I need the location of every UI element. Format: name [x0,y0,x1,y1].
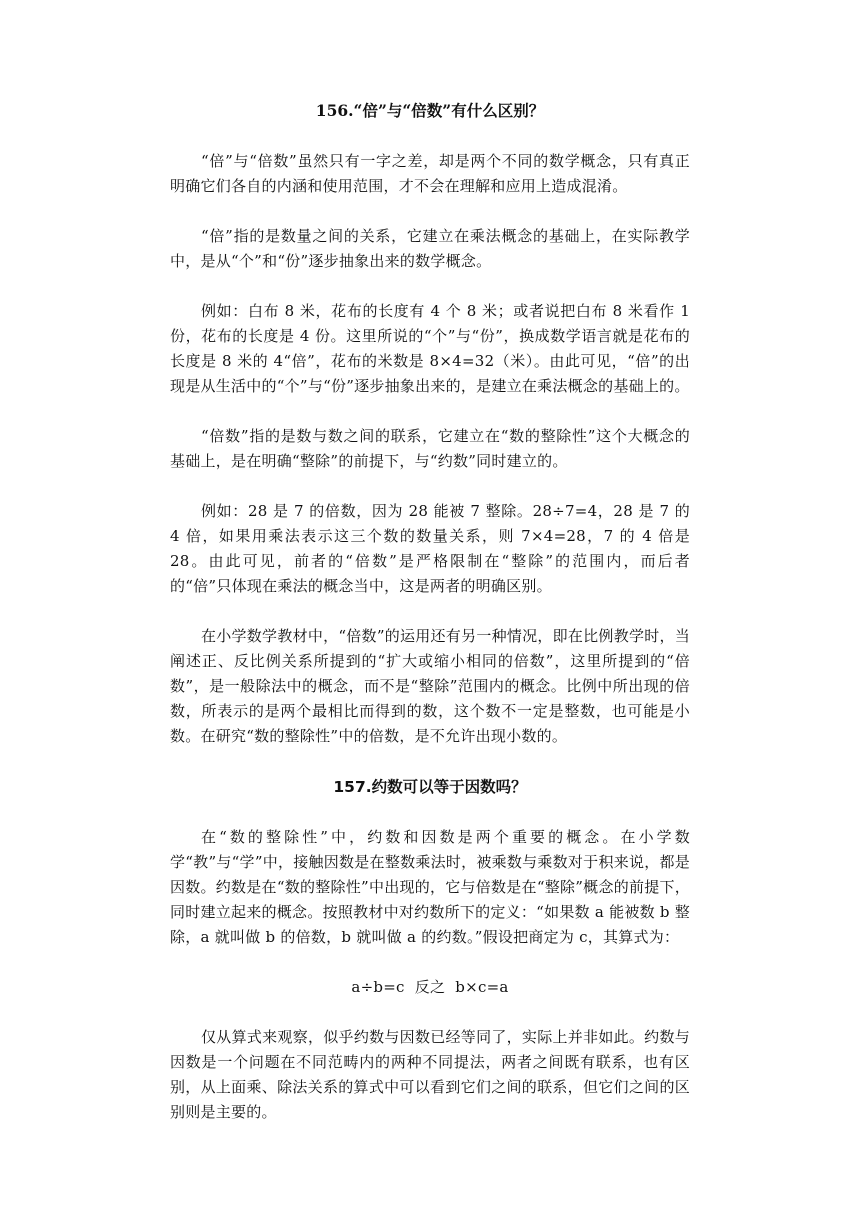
paragraph: 例如：28 是 7 的倍数，因为 28 能被 7 整除。28÷7=4，28 是 7 的 4 倍，如果用乘法表示这三个数的数量关系，则 7×4=28，7 的 4 倍是 28。由此可见，前者的“倍数”是严格限制在“整除”的范围内，而后者的“倍”只体现在乘法的概念当中，这是两者的明确区别。 [170,502,690,595]
paragraph: “倍数”指的是数与数之间的联系，它建立在“数的整除性”这个大概念的基础上，是在明确“整除”的前提下，与“约数”同时建立的。 [170,427,690,470]
formula: a÷b=c 反之 b×c=a [351,978,509,996]
paragraph: 例如：白布 8 米，花布的长度有 4 个 8 米；或者说把白布 8 米看作 1 份，花布的长度是 4 份。这里所说的“个”与“份”，换成数学语言就是花布的长度是 8 米的 4“倍”，花布的米数是 8×4=32（米）。由此可见，“倍”的出现是从生活中的“个”与“份”逐步抽象出来的，是建立在乘法概念的基础上的。 [170,302,690,395]
section-157 [170,774,690,1125]
paragraph: 仅从算式来观察，似乎约数与因数已经等同了，实际上并非如此。约数与因数是一个问题在不同范畴内的两种不同提法，两者之间既有联系，也有区别，从上面乘、除法关系的算式中可以看到它们之间的联系，但它们之间的区别则是主要的。 [170,1028,690,1121]
paragraph: “倍”与“倍数”虽然只有一字之差，却是两个不同的数学概念，只有真正明确它们各自的内涵和使用范围，才不会在理解和应用上造成混淆。 [170,152,690,195]
paragraph: “倍”指的是数量之间的关系，它建立在乘法概念的基础上，在实际教学中，是从“个”和“份”逐步抽象出来的数学概念。 [170,227,690,270]
paragraph: 在“数的整除性”中，约数和因数是两个重要的概念。在小学数学“教”与“学”中，接触因数是在整数乘法时，被乘数与乘数对于积来说，都是因数。约数是在“数的整除性”中出现的，它与倍数是在“整除”概念的前提下，同时建立起来的概念。按照教材中对约数所下的定义：“如果数 a 能被数 b 整除，a 就叫做 b 的倍数，b 就叫做 a 的约数。”假设把商定为 c，其算式为： [170,828,690,946]
document-page [170,98,690,1150]
paragraph: 在小学数学教材中，“倍数”的运用还有另一种情况，即在比例教学时，当阐述正、反比例关系所提到的“扩大或缩小相同的倍数”，这里所提到的“倍数”，是一般除法中的概念，而不是“整除”范围内的概念。比例中所出现的倍数，所表示的是两个最相比而得到的数，这个数不一定是整数，也可能是小数。在研究“数的整除性”中的倍数，是不允许出现小数的。 [170,627,690,745]
section-title-157: 157.约数可以等于因数吗？ [333,778,527,796]
section-title-156: 156.“倍”与“倍数”有什么区别？ [315,101,545,120]
